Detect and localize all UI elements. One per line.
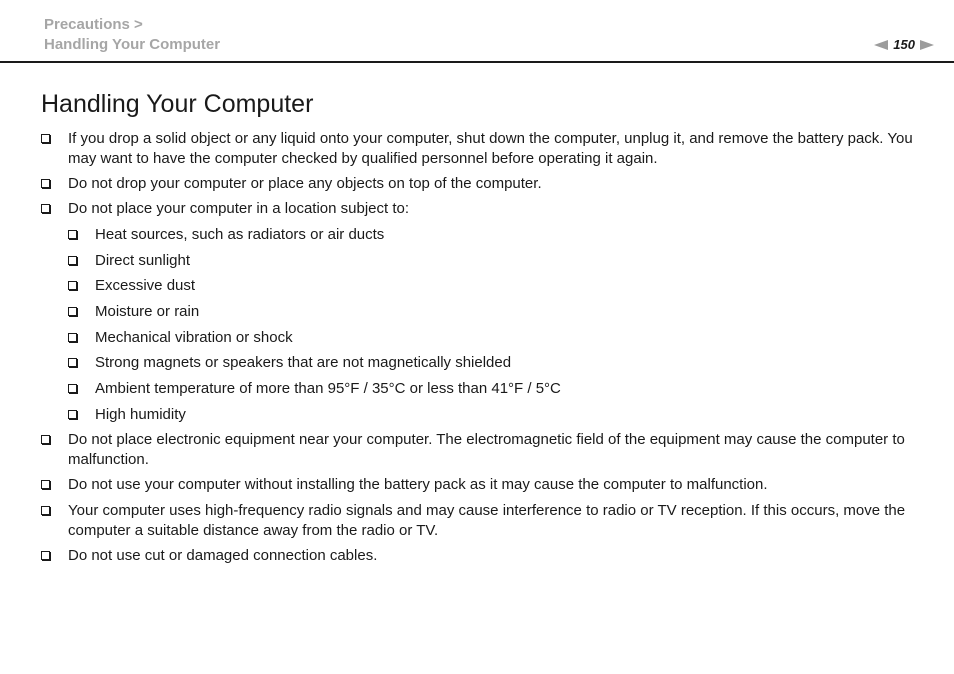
sub-list-item-text: Heat sources, such as radiators or air ducts — [95, 226, 385, 243]
page-number: 150 — [893, 37, 915, 52]
list-item-text: If you drop a solid object or any liquid onto your computer, shut down the computer, unplug it, and remove the battery pack. You may want to have the computer checked by qualified personnel before operating it again. — [68, 130, 913, 167]
checkbox-bullet-icon — [41, 179, 50, 188]
sub-list-item-text: Mechanical vibration or shock — [95, 329, 293, 346]
sub-list-item-text: High humidity — [95, 406, 186, 423]
sub-list-item-text: Moisture or rain — [95, 303, 200, 320]
checkbox-bullet-icon — [68, 256, 77, 265]
sub-list-item — [68, 225, 908, 245]
sub-list-item — [68, 328, 908, 348]
page-title: Handling Your Computer — [41, 90, 314, 118]
checkbox-bullet-icon — [68, 358, 77, 367]
sub-list-item-text: Ambient temperature of more than 95°F / 35°C or less than 41°F / 5°C — [95, 380, 561, 397]
checkbox-bullet-icon — [41, 204, 50, 213]
list-item-text: Do not drop your computer or place any objects on top of the computer. — [68, 175, 542, 192]
breadcrumb-parent[interactable]: Precautions > — [44, 16, 143, 33]
list-item — [41, 501, 916, 540]
checkbox-bullet-icon — [41, 551, 50, 560]
checkbox-bullet-icon — [68, 333, 77, 342]
sub-list-item — [68, 353, 908, 373]
sub-list-item — [68, 251, 908, 271]
checkbox-bullet-icon — [68, 410, 77, 419]
sub-list-item — [68, 379, 908, 399]
list-item-text: Do not place your computer in a location subject to: — [68, 200, 410, 217]
checkbox-bullet-icon — [41, 506, 50, 515]
list-item — [41, 174, 916, 194]
sub-list-item — [68, 405, 908, 425]
list-item-text: Do not use your computer without installing the battery pack as it may cause the computer to malfunction. — [68, 476, 768, 493]
checkbox-bullet-icon — [68, 230, 77, 239]
breadcrumb-current[interactable]: Handling Your Computer — [44, 36, 221, 53]
previous-page-arrow-icon[interactable] — [874, 40, 888, 50]
next-page-arrow-icon[interactable] — [920, 40, 934, 50]
list-item — [41, 199, 916, 219]
list-item — [41, 129, 916, 168]
checkbox-bullet-icon — [68, 281, 77, 290]
page-header — [0, 0, 954, 63]
checkbox-bullet-icon — [68, 307, 77, 316]
list-item-text: Do not place electronic equipment near your computer. The electromagnetic field of the equipment may cause the computer to malfunction. — [68, 431, 905, 468]
checkbox-bullet-icon — [68, 384, 77, 393]
sub-list-item — [68, 276, 908, 296]
list-item — [41, 430, 916, 469]
sub-list-item-text: Strong magnets or speakers that are not magnetically shielded — [95, 354, 512, 371]
list-item-text: Do not use cut or damaged connection cables. — [68, 547, 378, 564]
sub-list-item-text: Direct sunlight — [95, 252, 191, 269]
sub-list-item — [68, 302, 908, 322]
checkbox-bullet-icon — [41, 435, 50, 444]
checkbox-bullet-icon — [41, 134, 50, 143]
list-item — [41, 475, 916, 495]
sub-list-item-text: Excessive dust — [95, 277, 196, 294]
list-item-text: Your computer uses high-frequency radio signals and may cause interference to radio or TV reception. If this occurs, move the computer a suitable distance away from the radio or TV. — [68, 502, 906, 539]
list-item — [41, 546, 916, 566]
checkbox-bullet-icon — [41, 480, 50, 489]
page-navigator — [874, 36, 934, 53]
